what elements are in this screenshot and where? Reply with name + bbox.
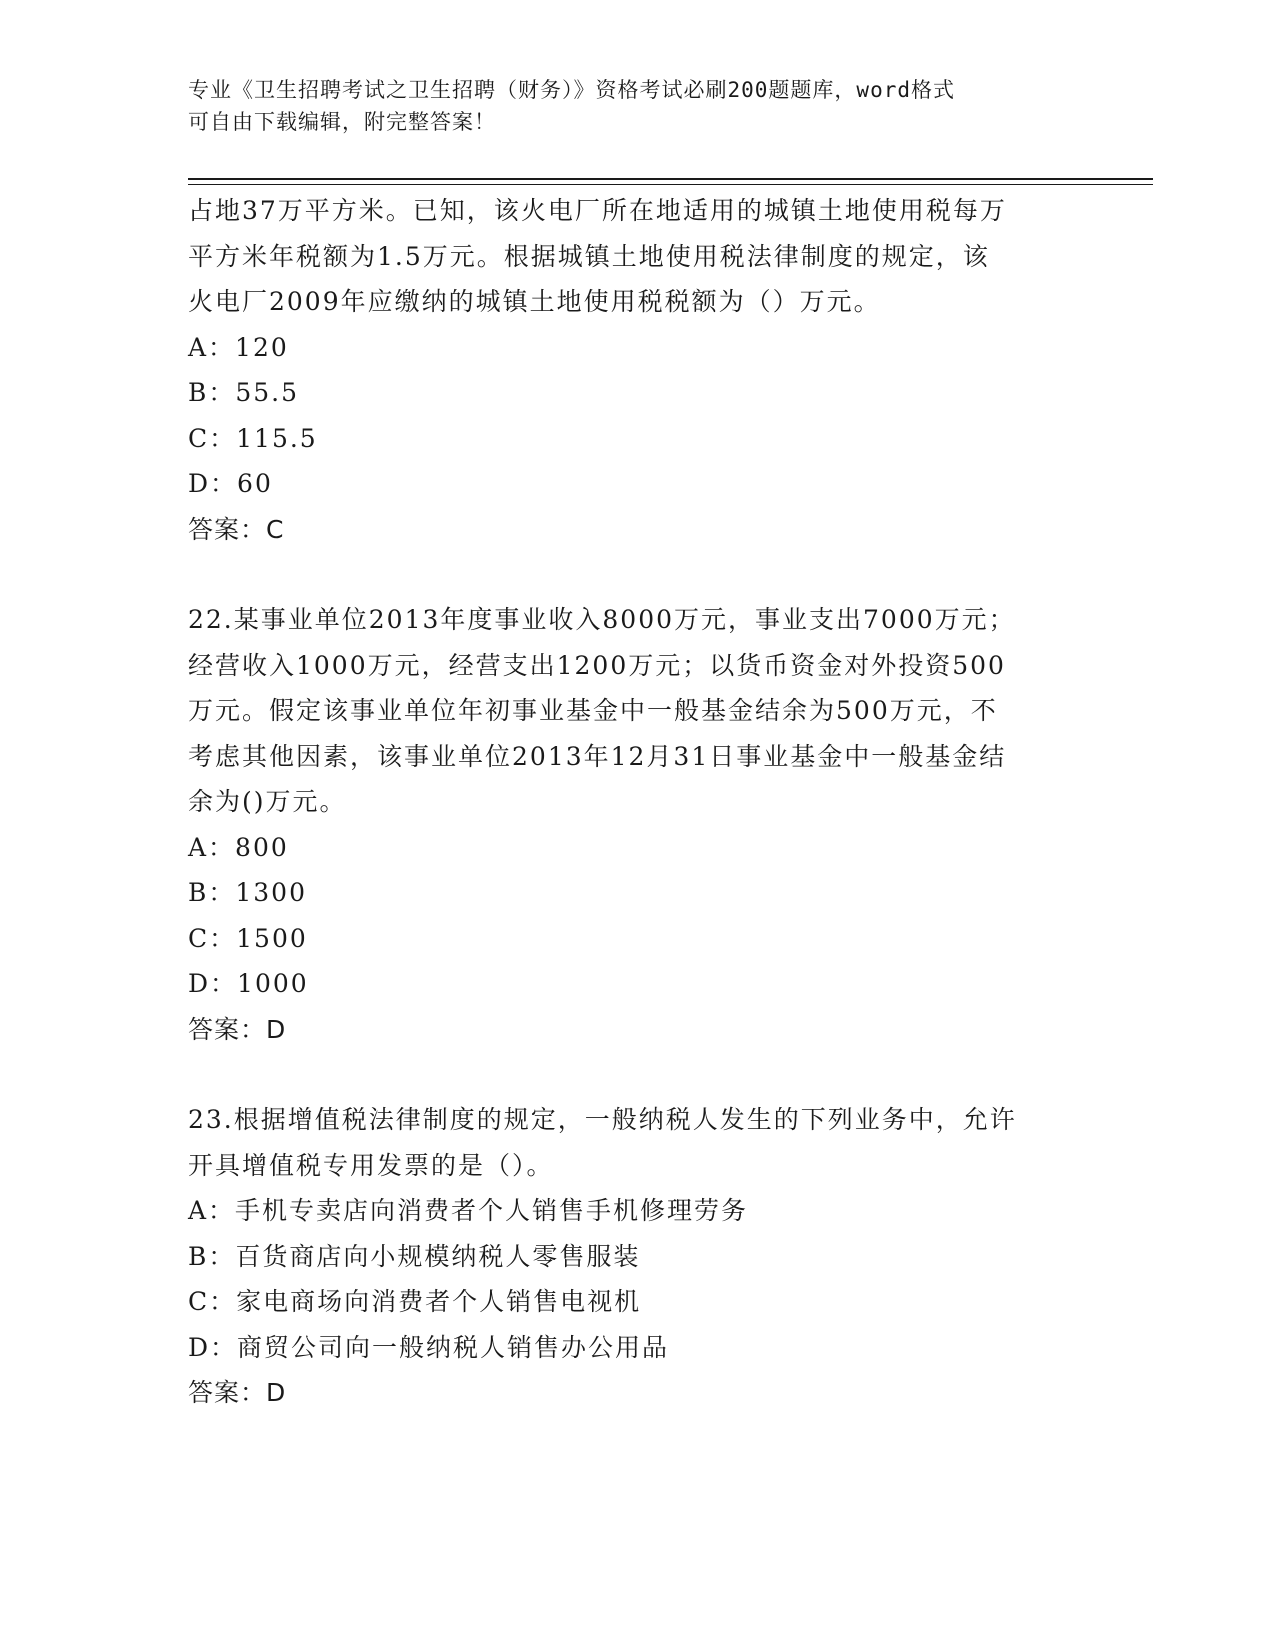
stem-line: 考虑其他因素，该事业单位2013年12月31日事业基金中一般基金结 bbox=[188, 741, 1007, 771]
stem-line: 万元。假定该事业单位年初事业基金中一般基金结余为500万元，不 bbox=[188, 696, 998, 725]
question-list bbox=[188, 188, 1068, 1416]
header-title-line-2: 可自由下载编辑，附完整答案！ bbox=[188, 110, 496, 134]
stem-line: 平方米年税额为1.5万元。根据城镇土地使用税法律制度的规定，该 bbox=[188, 241, 990, 271]
option-d: D：商贸公司向一般纳税人销售办公用品 bbox=[188, 1332, 670, 1362]
stem-line: 占地37万平方米。已知，该火电厂所在地适用的城镇土地使用税每万 bbox=[188, 196, 1007, 225]
option-c: C：115.5 bbox=[188, 423, 318, 453]
answer-line: 答案：D bbox=[188, 1014, 287, 1044]
document-header bbox=[188, 74, 1068, 138]
option-a: A：800 bbox=[188, 832, 289, 862]
question-stem bbox=[188, 188, 1068, 325]
answer-line: 答案：D bbox=[188, 1378, 287, 1407]
option-a: A：120 bbox=[188, 332, 289, 362]
header-divider-thick bbox=[188, 178, 1153, 180]
answer-line: 答案：C bbox=[188, 514, 285, 544]
question-block-21 bbox=[188, 188, 1068, 552]
stem-line: 22.某事业单位2013年度事业收入8000万元，事业支出7000万元； bbox=[188, 605, 1016, 634]
option-c: C：1500 bbox=[188, 923, 308, 953]
option-b: B：1300 bbox=[188, 878, 307, 907]
question-block-23 bbox=[188, 1097, 1068, 1416]
stem-line: 经营收入1000万元，经营支出1200万元；以货币资金对外投资500 bbox=[188, 650, 1006, 680]
question-block-22 bbox=[188, 597, 1068, 1052]
option-b: B：55.5 bbox=[188, 378, 300, 407]
option-c: C：家电商场向消费者个人销售电视机 bbox=[188, 1287, 642, 1316]
header-title-line-1: 专业《卫生招聘考试之卫生招聘（财务）》资格考试必刷200题题库，word格式 bbox=[188, 78, 955, 102]
option-b: B：百货商店向小规模纳税人零售服装 bbox=[188, 1241, 641, 1271]
stem-line: 开具增值税专用发票的是（）。 bbox=[188, 1150, 554, 1180]
option-a: A：手机专卖店向消费者个人销售手机修理劳务 bbox=[188, 1196, 749, 1225]
stem-line: 火电厂2009年应缴纳的城镇土地使用税税额为（）万元。 bbox=[188, 287, 881, 316]
header-divider-thin bbox=[188, 184, 1153, 185]
option-d: D：60 bbox=[188, 469, 273, 498]
stem-line: 23.根据增值税法律制度的规定，一般纳税人发生的下列业务中，允许 bbox=[188, 1105, 1017, 1134]
question-stem bbox=[188, 1097, 1068, 1188]
stem-line: 余为()万元。 bbox=[188, 787, 347, 816]
option-d: D：1000 bbox=[188, 969, 309, 998]
question-stem bbox=[188, 597, 1068, 825]
